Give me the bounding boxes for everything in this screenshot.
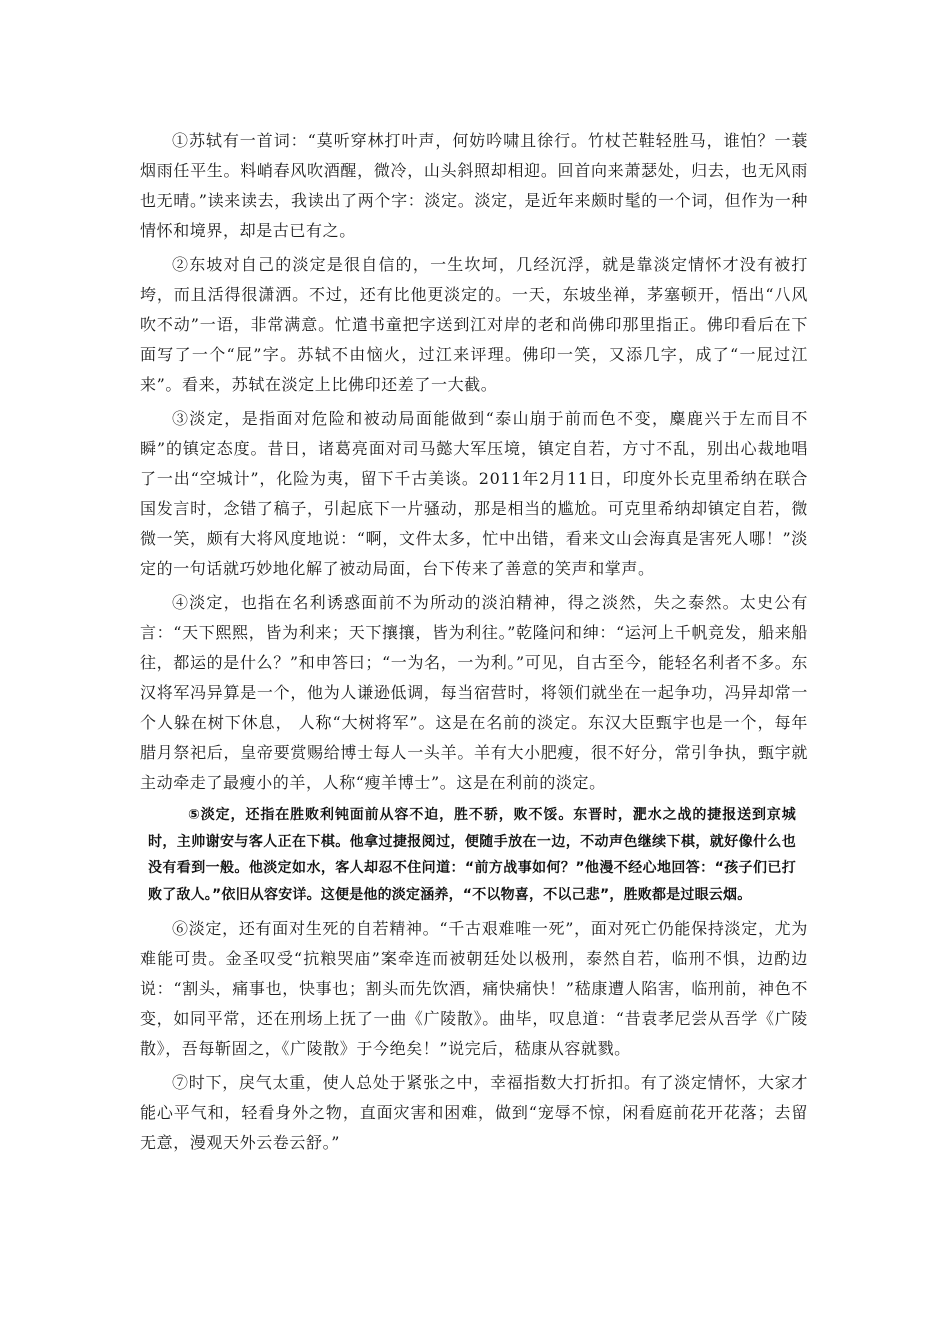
paragraph-1: ①苏轼有一首词：“莫听穿林打叶声，何妨吟啸且徐行。竹杖芒鞋轻胜马，谁怕？一蓑烟雨任平生。料峭春风吹酒醒，微冷，山头斜照却相迎。回首向来萧瑟处，归去，也无风雨也无晴。”读来读去，我读出了两个字：淡定。淡定，是近年来颇时髦的一个词，但作为一种情怀和境界，却是古已有之。 <box>140 131 808 240</box>
paragraph-3: ③淡定，是指面对危险和被动局面能做到“泰山崩于前而色不变，麋鹿兴于左而目不瞬”的镇定态度。昔日，诸葛亮面对司马懿大军压境，镇定自若，方寸不乱，别出心裁地唱了一出“空城计”，化险为夷，留下千古美谈。2011年2月11日，印度外长克里希纳在联合国发言时，念错了稿子，引起底下一片骚动，那是相当的尴尬。可克里希纳却镇定自若，微微一笑，颇有大将风度地说：“啊，文件太多，忙中出错，看来文山会海真是害死人哪！”淡定的一句话就巧妙地化解了被动局面，台下传来了善意的笑声和掌声。 <box>140 409 808 578</box>
article-body <box>140 126 808 1162</box>
paragraph-2: ②东坡对自己的淡定是很自信的，一生坎坷，几经沉浮，就是靠淡定情怀才没有被打垮，而且活得很潇洒。不过，还有比他更淡定的。一天，东坡坐禅，茅塞顿开，悟出“八风吹不动”一语，非常满意。忙遣书童把字送到江对岸的老和尚佛印那里指正。佛印看后在下面写了一个“屁”字。苏轼不由恼火，过江来评理。佛印一笑，又添几字，成了“一屁过江来”。看来，苏轼在淡定上比佛印还差了一大截。 <box>140 255 808 394</box>
paragraph-6: ⑥淡定，还有面对生死的自若精神。“千古艰难唯一死”，面对死亡仍能保持淡定，尤为难能可贵。金圣叹受“抗粮哭庙”案牵连而被朝廷处以极刑，泰然自若，临刑不惧，边酌边说：“割头，痛事也，快事也；割头而先饮酒，痛快痛快！”嵇康遭人陷害，临刑前，神色不变，如同平常，还在刑场上抚了一曲《广陵散》。曲毕，叹息道：“昔袁孝尼尝从吾学《广陵散》，吾每靳固之，《广陵散》于今绝矣！”说完后，嵇康从容就戮。 <box>140 919 808 1058</box>
paragraph-5: ⑤淡定，还指在胜败利钝面前从容不迫，胜不骄，败不馁。东晋时，淝水之战的捷报送到京城时，主帅谢安与客人正在下棋。他拿过捷报阅过，便随手放在一边，不动声色继续下棋，就好像什么也没有看到一般。他淡定如水，客人却忍不住问道：“前方战事如何？”他漫不经心地回答：“孩子们已打败了敌人。”依旧从容安详。这便是他的淡定涵养，“不以物喜，不以己悲”，胜败都是过眼云烟。 <box>148 807 796 903</box>
paragraph-7: ⑦时下，戾气太重，使人总处于紧张之中，幸福指数大打折扣。有了淡定情怀，大家才能心平气和，轻看身外之物，直面灾害和困难，做到“宠辱不惊，闲看庭前花开花落；去留无意，漫观天外云卷云舒。” <box>140 1073 808 1152</box>
paragraph-4: ④淡定，也指在名利诱惑面前不为所动的淡泊精神，得之淡然，失之泰然。太史公有言：“天下熙熙，皆为利来；天下攘攘，皆为利往。”乾隆问和绅：“运河上千帆竞发，船来船往，都运的是什么？”和申答曰；“一为名，一为利。”可见，自古至今，能轻名利者不多。东汉将军冯异算是一个，他为人谦逊低调，每当宿营时，将领们就坐在一起争功，冯异却常一个人躲在树下休息， 人称“大树将军”。这是在名前的淡定。东汉大臣甄宇也是一个，每年腊月祭祀后，皇帝要赏赐给博士每人一头羊。羊有大小肥瘦，很不好分，常引争执，甄宇就主动牵走了最瘦小的羊，人称“瘦羊博士”。这是在利前的淡定。 <box>140 593 808 792</box>
